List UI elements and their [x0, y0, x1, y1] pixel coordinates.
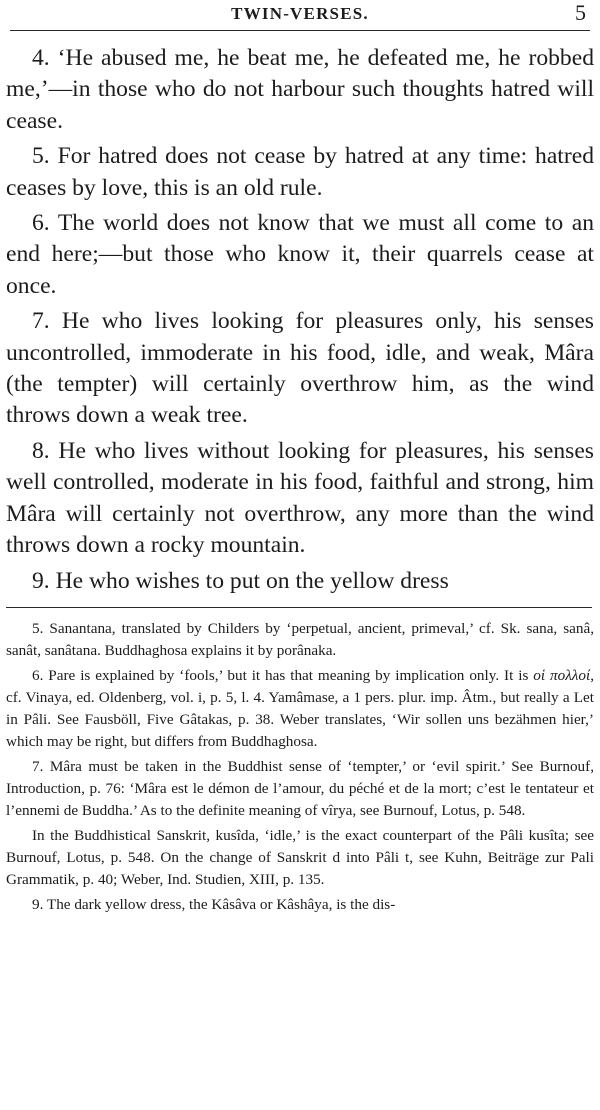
footnote-6-greek: οἱ πολλοί [533, 666, 591, 684]
verses-body [6, 43, 594, 597]
footnote-divider [6, 607, 592, 608]
verse-4: 4. ‘He abused me, he beat me, he defeated me, he robbed me,’—in those who do not harbour such thoughts hatred will cease. [6, 45, 594, 134]
running-title: TWIN-VERSES. [231, 4, 369, 23]
verse-8: 8. He who lives without looking for pleasures, his senses well controlled, moderate in his food, faithful and strong, him Mâra will certainly not overthrow, any more than the wind throws down a rocky mountain. [6, 437, 594, 559]
running-head [10, 0, 590, 31]
page-number: 5 [575, 0, 586, 25]
footnote-6 [6, 665, 594, 753]
footnote-6-text-b: , cf. Vinaya, ed. Oldenberg, vol. i, p. 5, l. 4. Yamâmase, a 1 pers. plur. imp. Âtm., but really a Let in Pâli. See Fausböll, Five Gâtakas, p. 38. Weber translates, ‘Wir sollen uns bezähmen hier,’ which may be right, but differs from Buddhaghosa. [6, 666, 594, 750]
verse-5: 5. For hatred does not cease by hatred at any time: hatred ceases by love, this is an old rule. [6, 143, 594, 201]
footnote-9: 9. The dark yellow dress, the Kâsâva or Kâshâya, is the dis- [32, 895, 396, 913]
footnote-7: 7. Mâra must be taken in the Buddhist sense of ‘tempter,’ or ‘evil spirit.’ See Burnouf, Introduction, p. 76: ‘Mâra est le démon de l’amour, du péché et de la mort; c’est le tentateur et l’ennemi de Buddha.’ As to the definite meaning of vîrya, see Burnouf, Lotus, p. 548. [6, 757, 594, 819]
footnote-7-continued: In the Buddhistical Sanskrit, kusîda, ‘idle,’ is the exact counterpart of the Pâli kusîta; see Burnouf, Lotus, p. 548. On the change of Sanskrit d into Pâli t, see Kuhn, Beiträge zur Pali Grammatik, p. 40; Weber, Ind. Studien, XIII, p. 135. [6, 826, 594, 888]
verse-9: 9. He who wishes to put on the yellow dress [32, 567, 449, 594]
verse-6: 6. The world does not know that we must all come to an end here;—but those who know it, their quarrels cease at once. [6, 210, 594, 299]
footnotes [6, 618, 594, 916]
footnote-5: 5. Sanantana, translated by Childers by ‘perpetual, ancient, primeval,’ cf. Sk. sana, sanâ, sanât, sanâtana. Buddhaghosa explains it by porânaka. [6, 619, 594, 659]
footnote-6-text-a: 6. Pare is explained by ‘fools,’ but it has that meaning by implication only. It is [32, 666, 529, 684]
verse-7: 7. He who lives looking for pleasures only, his senses uncontrolled, immoderate in his food, idle, and weak, Mâra (the tempter) will certainly overthrow him, as the wind throws down a weak tree. [6, 308, 594, 429]
